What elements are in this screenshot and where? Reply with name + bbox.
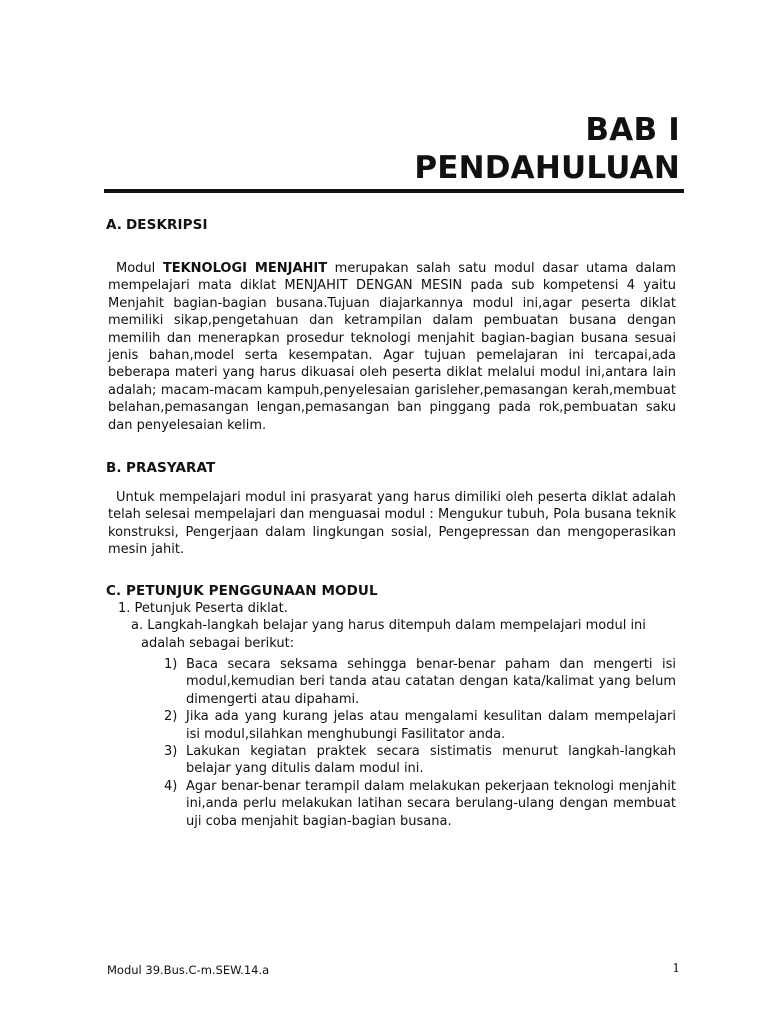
list-item-number: 4) (164, 778, 178, 794)
list-item-text: Baca secara seksama sehingga benar-benar paham dan mengerti isi modul,kemudian beri tanda atau catatan dengan kata/kalimat yang belum dimengerti atau dipahami. (186, 656, 676, 707)
chapter-title: PENDAHULUAN (414, 150, 680, 186)
footer-module-code: Modul 39.Bus.C-m.SEW.14.a (107, 963, 270, 977)
list-item-number: 1) (164, 656, 178, 672)
list-item-text: Lakukan kegiatan praktek secara sistimatis menurut langkah-langkah belajar yang ditulis dalam modul ini. (186, 743, 676, 777)
section-a-body: merupakan salah satu modul dasar utama dalam mempelajari mata diklat MENJAHIT DENGAN MESIN pada sub kompetensi 4 yaitu Menjahit bagian-bagian busana.Tujuan diajarkannya modul ini,agar peserta diklat memiliki sikap,pengetahuan dan ketrampilan dalam pembuatan busana dengan memilih dan menerapkan prosedur teknologi menjahit bagian-bagian busana sesuai jenis bahan,model serta kesempatan. Agar tujuan pemelajaran ini tercapai,ada beberapa materi yang harus dikuasai oleh peserta diklat melalui modul ini,antara lain adalah; macam-macam kampuh,penyelesaian garisleher,pemasangan kerah,membuat belahan,pemasangan lengan,pemasangan ban pinggang pada rok,pembuatan saku dan penyelesaian kelim. (108, 261, 677, 433)
section-b-heading (106, 459, 680, 477)
list-item (164, 743, 676, 778)
section-b-paragraph (106, 489, 680, 559)
list-item-number: 3) (164, 743, 178, 759)
section-c-heading (106, 582, 680, 600)
learning-steps-list (106, 656, 680, 830)
footer-page-number: 1 (672, 961, 680, 975)
section-b-letter: B. (106, 460, 122, 477)
section-a-paragraph (106, 260, 680, 434)
chapter-header (414, 111, 680, 187)
section-c-letter: C. (106, 582, 122, 599)
section-a-letter: A. (106, 217, 123, 233)
list-item-text: Jika ada yang kurang jelas atau mengalami kesulitan dalam mempelajari isi modul,silahkan menghubungi Fasilitator anda. (186, 709, 676, 742)
section-a-heading (106, 216, 680, 234)
section-a-lead: Modul (116, 261, 156, 276)
section-b-title: PRASYARAT (126, 460, 216, 477)
chapter-number: BAB I (585, 112, 680, 148)
document-body (106, 216, 680, 830)
section-a-term: TEKNOLOGI MENJAHIT (162, 261, 328, 276)
list-item (164, 778, 676, 830)
section-c-item-a-text: a. Langkah-langkah belajar yang harus ditempuh dalam mempelajari modul ini adalah sebagai berikut: (131, 618, 646, 651)
list-item (164, 708, 676, 743)
section-c-item-a (106, 617, 680, 652)
list-item-text: Agar benar-benar terampil dalam melakukan pekerjaan teknologi menjahit ini,anda perlu melakukan latihan secara berulang-ulang dengan membuat uji coba menjahit bagian-bagian busana. (186, 778, 676, 829)
list-item (164, 656, 676, 708)
section-c-title: PETUNJUK PENGGUNAAN MODUL (126, 582, 378, 599)
section-c-item-1: 1. Petunjuk Peserta diklat. (118, 600, 288, 616)
header-divider (104, 189, 684, 193)
section-b-body: Untuk mempelajari modul ini prasyarat yang harus dimiliki oleh peserta diklat adalah telah selesai mempelajari dan menguasai modul : Mengukur tubuh, Pola busana teknik konstruksi, Pengerjaan dalam lingkungan sosial, Pengepressan dan mengoperasikan mesin jahit. (108, 490, 676, 558)
list-item-number: 2) (164, 709, 178, 725)
section-a-title: DESKRIPSI (126, 217, 208, 233)
